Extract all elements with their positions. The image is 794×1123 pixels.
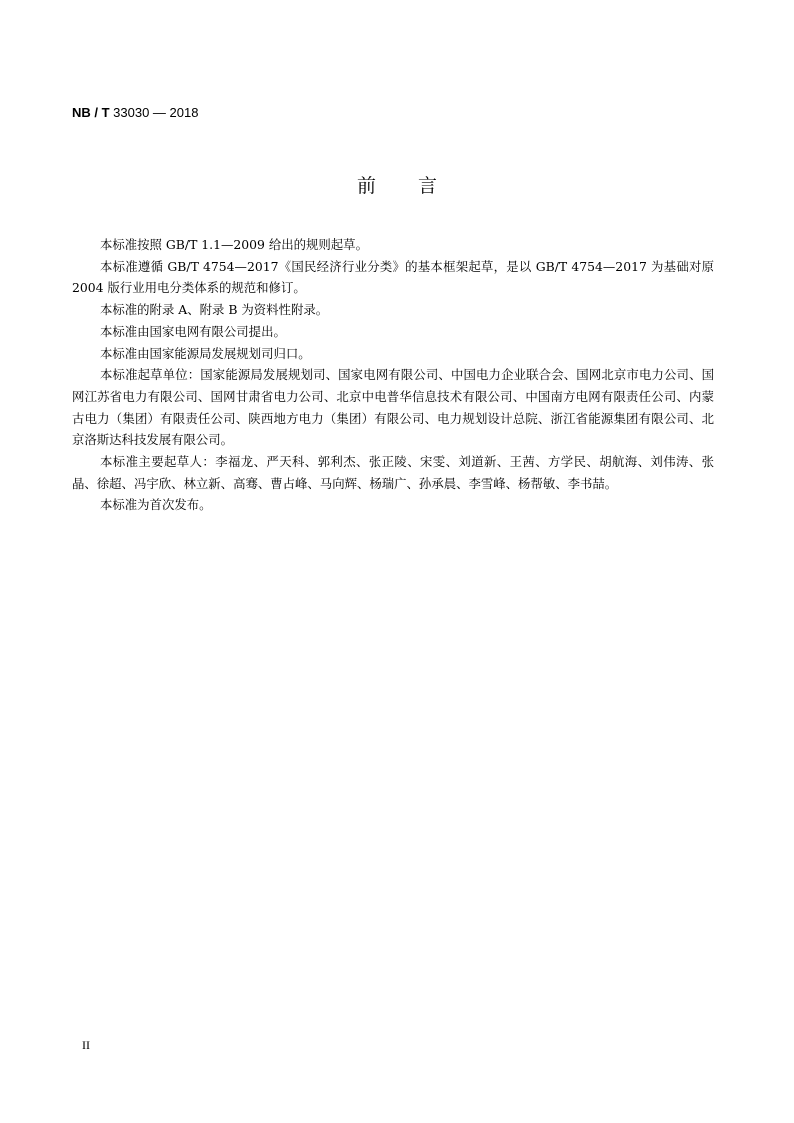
paragraph-first-release: 本标准为首次发布。: [100, 497, 212, 513]
page-number: II: [82, 1038, 90, 1052]
preface-body: [72, 234, 714, 516]
paragraph-drafting-units: 本标准起草单位：国家能源局发展规划司、国家电网有限公司、中国电力企业联合会、国网北京市电力公司、国网江苏省电力有限公司、国网甘肃省电力公司、北京中电普华信息技术有限公司、中国南方电网有限责任公司、内蒙古电力（集团）有限责任公司、陕西地方电力（集团）有限公司、电力规划设计总院、浙江省能源集团有限公司、北京洛斯达科技发展有限公司。: [72, 367, 714, 448]
paragraph-centralized-management: 本标准由国家能源局发展规划司归口。: [100, 345, 311, 361]
paragraph-appendices: 本标准的附录 A、附录 B 为资料性附录。: [100, 302, 329, 318]
paragraph-drafting-rules: 本标准按照 GB/T 1.1—2009 给出的规则起草。: [100, 237, 368, 252]
paragraph-main-drafters: 本标准主要起草人：李福龙、严天科、郭利杰、张正陵、宋雯、刘道新、王茜、方学民、胡航海、刘伟涛、张晶、徐超、冯宇欣、林立新、高骞、曹占峰、马向辉、杨瑞广、孙承晨、李雪峰、杨帮敏、李书喆。: [72, 454, 714, 491]
standard-code: [72, 104, 198, 122]
page-title: 前言: [356, 175, 479, 197]
standard-code-prefix: NB / T: [72, 105, 110, 120]
paragraph-proposer: 本标准由国家电网有限公司提出。: [100, 323, 286, 339]
standard-code-number: 33030 — 2018: [109, 105, 199, 120]
paragraph-framework: 本标准遵循 GB/T 4754—2017《国民经济行业分类》的基本框架起草，是以 GB/T 4754—2017 为基础对原 2004 版行业用电分类体系的规范和修订。: [72, 258, 714, 296]
